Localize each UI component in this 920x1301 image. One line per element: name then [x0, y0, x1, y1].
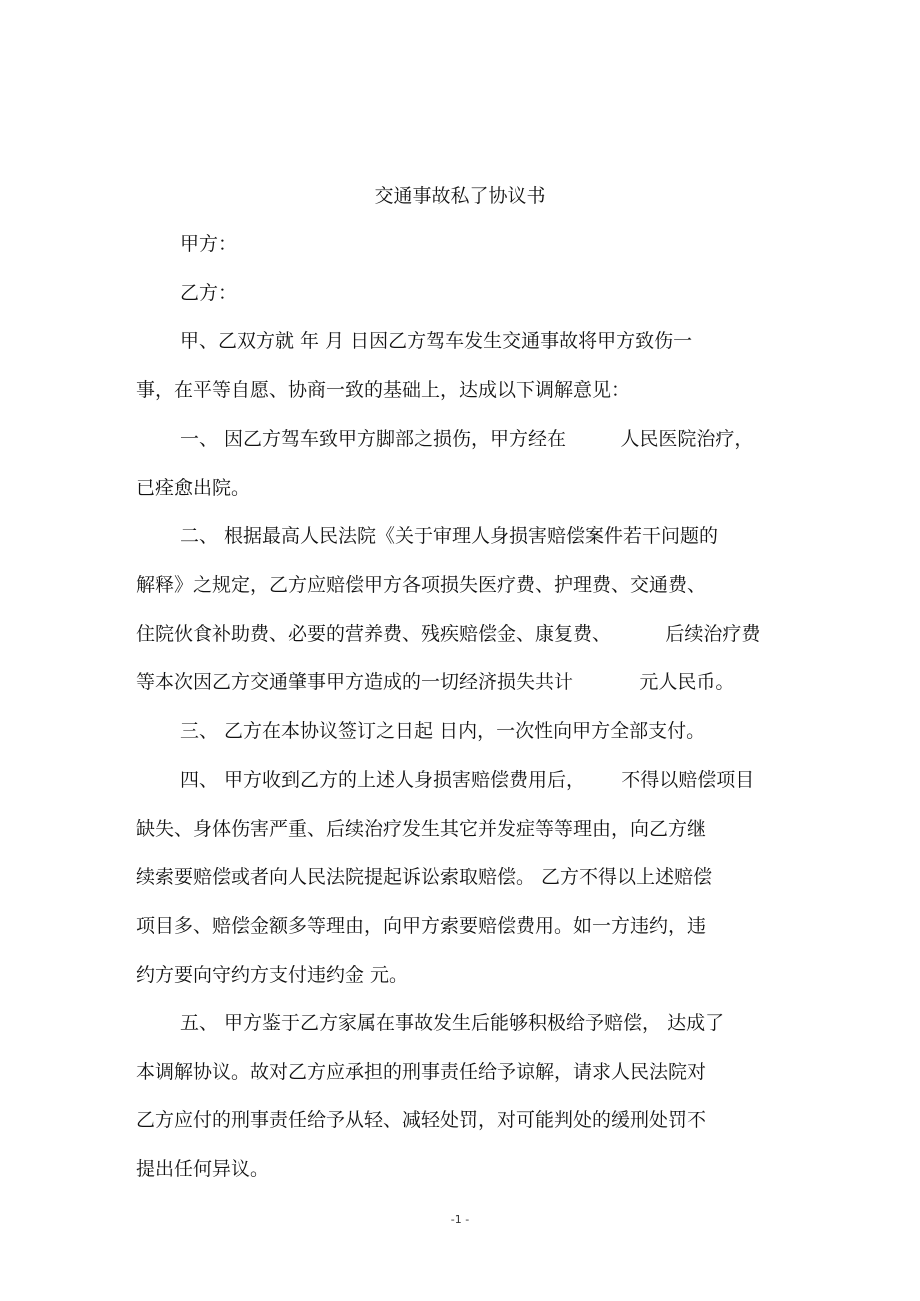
clause-1-line: 一、 因乙方驾车致甲方脚部之损伤，甲方经在 人民医院治疗，	[180, 428, 754, 450]
clause-4-line: 项目多、赔偿金额多等理由，向甲方索要赔偿费用。如一方违约，违	[136, 915, 707, 937]
clause-5-line: 本调解协议。故对乙方应承担的刑事责任给予谅解，请求人民法院对	[136, 1061, 707, 1083]
clause-2-line: 二、 根据最高人民法院《关于审理人身损害赔偿案件若干问题的	[180, 525, 719, 547]
clause-5-line: 提出任何异议。	[136, 1158, 270, 1180]
party-a-label: 甲方：	[180, 233, 238, 255]
clause-3-line: 三、 乙方在本协议签订之日起 日内，一次性向甲方全部支付。	[180, 720, 706, 742]
clause-4-line: 四、 甲方收到乙方的上述人身损害赔偿费用后， 不得以赔偿项目	[180, 769, 755, 791]
document-title: 交通事故私了协议书	[374, 185, 546, 207]
paragraph-line: 事，在平等自愿、协商一致的基础上，达成以下调解意见：	[136, 379, 631, 401]
clause-4-line: 约方要向守约方支付违约金 元。	[136, 964, 409, 986]
clause-4-line: 缺失、身体伤害严重、后续治疗发生其它并发症等等理由，向乙方继	[136, 818, 707, 840]
party-b-label: 乙方：	[180, 282, 238, 304]
clause-4-line: 续索要赔偿或者向人民法院提起诉讼索取赔偿。 乙方不得以上述赔偿	[136, 866, 713, 888]
clause-5-line: 乙方应付的刑事责任给予从轻、减轻处罚，对可能判处的缓刑处罚不	[136, 1109, 707, 1131]
clause-2-line: 解释》之规定，乙方应赔偿甲方各项损失医疗费、护理费、交通费、	[136, 574, 707, 596]
clause-1-line: 已痊愈出院。	[136, 477, 251, 499]
page-number: -1 -	[450, 1213, 470, 1226]
clause-2-line: 住院伙食补助费、必要的营养费、残疾赔偿金、康复费、 后续治疗费	[136, 623, 761, 645]
clause-2-line: 等本次因乙方交通肇事甲方造成的一切经济损失共计 元人民币。	[136, 671, 735, 693]
clause-5-line: 五、 甲方鉴于乙方家属在事故发生后能够积极给予赔偿， 达成了	[180, 1012, 725, 1034]
paragraph-line: 甲、乙双方就 年 月 日因乙方驾车发生交通事故将甲方致伤一	[180, 330, 693, 352]
